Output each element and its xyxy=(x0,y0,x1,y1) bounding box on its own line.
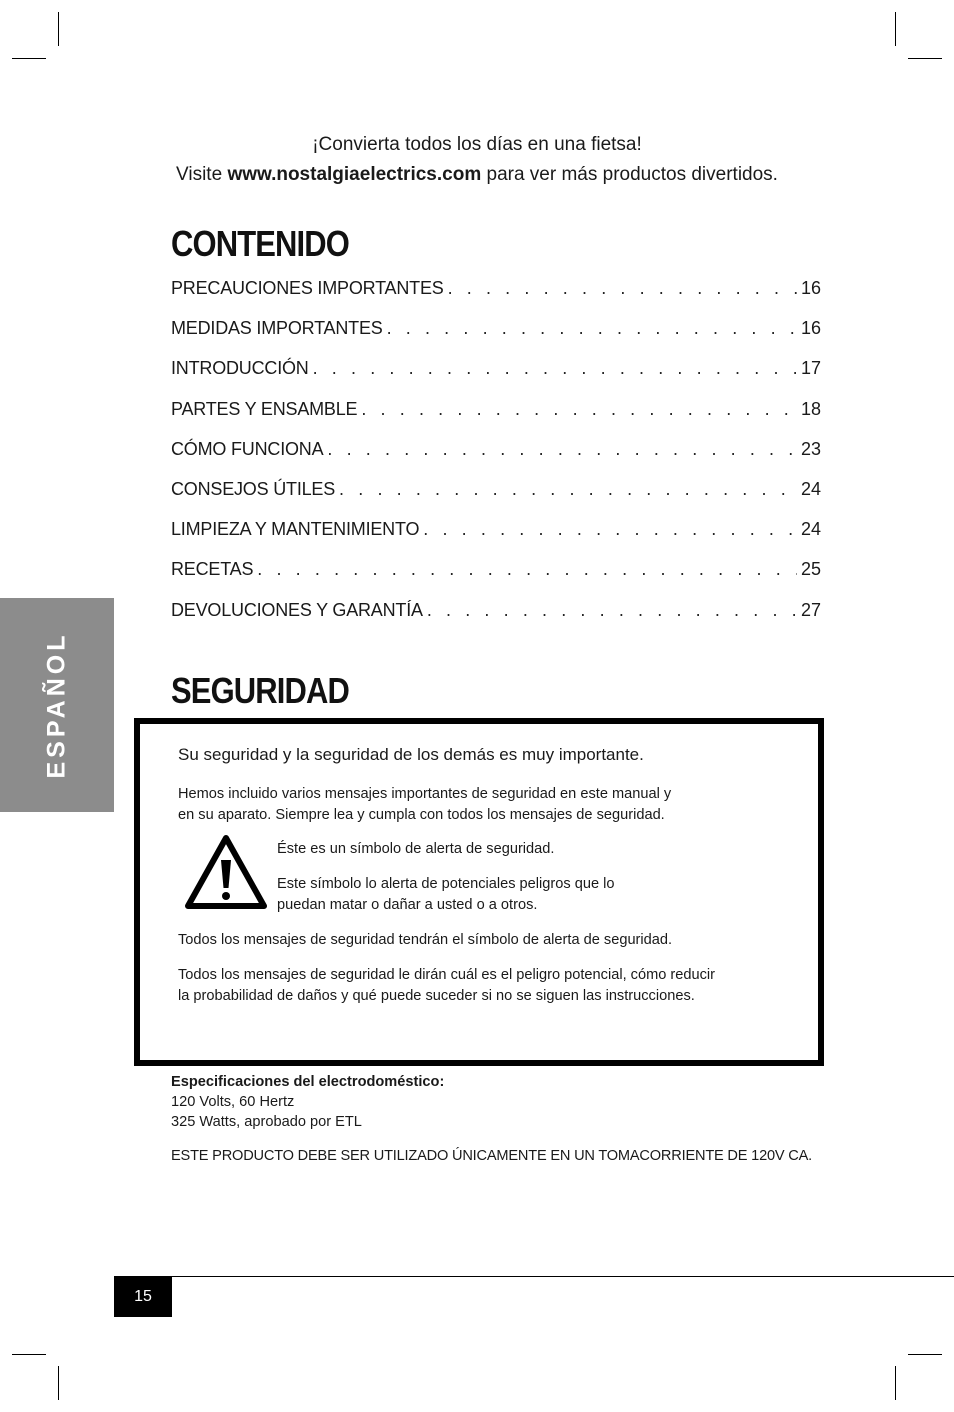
dot-leader xyxy=(313,358,797,379)
toc-entry[interactable]: RECETAS . . . 25 xyxy=(171,559,821,599)
language-tab-label: ESPAÑOL xyxy=(42,631,71,779)
toc-entry[interactable]: CONSEJOS ÚTILES . . . 24 xyxy=(171,479,821,519)
crop-mark xyxy=(895,1366,896,1400)
safety-box xyxy=(134,718,824,1066)
website-link[interactable]: www.nostalgiaelectrics.com xyxy=(227,164,482,185)
toc-entry[interactable]: PRECAUCIONES IMPORTANTES . . . 16 xyxy=(171,278,821,318)
table-of-contents xyxy=(171,278,821,640)
safety-paragraph: Todos los mensajes de seguridad tendrán el símbolo de alerta de seguridad. xyxy=(178,932,673,948)
dot-leader xyxy=(327,439,797,460)
toc-entry[interactable]: CÓMO FUNCIONA . . . 23 xyxy=(171,439,821,479)
toc-entry[interactable]: DEVOLUCIONES Y GARANTÍA . . . 27 xyxy=(171,600,821,640)
dot-leader xyxy=(257,559,797,580)
dot-leader xyxy=(361,399,797,420)
dot-leader xyxy=(387,318,797,339)
dot-leader xyxy=(423,519,797,540)
toc-entry[interactable]: LIMPIEZA Y MANTENIMIENTO . . . 24 xyxy=(171,519,821,559)
toc-entry[interactable]: MEDIDAS IMPORTANTES . . . 16 xyxy=(171,318,821,358)
crop-mark xyxy=(12,1354,46,1355)
specs-wattage: 325 Watts, aprobado por ETL xyxy=(171,1114,362,1130)
intro-block xyxy=(0,130,954,190)
symbol-caption: Éste es un símbolo de alerta de seguridad. xyxy=(277,841,555,857)
warning-triangle-icon xyxy=(184,834,268,910)
appliance-specs xyxy=(171,1072,444,1132)
dot-leader xyxy=(448,278,797,299)
contents-title: CONTENIDO xyxy=(171,223,350,264)
crop-mark xyxy=(908,1354,942,1355)
intro-visit-line: Visite www.nostalgiaelectrics.com para ver más productos divertidos. xyxy=(176,164,778,185)
safety-paragraph: Hemos incluido varios mensajes importantes de seguridad en este manual y en su aparato. Siempre lea y cumpla con todos los mensajes de seguridad. xyxy=(178,786,672,823)
footer-rule xyxy=(114,1276,954,1277)
intro-tagline: ¡Convierta todos los días en una fietsa! xyxy=(312,134,642,155)
crop-mark xyxy=(12,58,46,59)
specs-heading: Especificaciones del electrodoméstico: xyxy=(171,1074,445,1090)
language-side-tab xyxy=(0,598,114,812)
specs-voltage: 120 Volts, 60 Hertz xyxy=(171,1094,295,1110)
outlet-notice: ESTE PRODUCTO DEBE SER UTILIZADO ÚNICAMENTE EN UN TOMACORRIENTE DE 120V CA. xyxy=(171,1148,813,1164)
crop-mark xyxy=(895,12,896,46)
safety-title: SEGURIDAD xyxy=(171,670,350,711)
safety-lead: Su seguridad y la seguridad de los demás es muy importante. xyxy=(178,745,644,764)
crop-mark xyxy=(58,12,59,46)
crop-mark xyxy=(58,1366,59,1400)
toc-entry[interactable]: PARTES Y ENSAMBLE . . . 18 xyxy=(171,399,821,439)
toc-entry[interactable]: INTRODUCCIÓN . . . 17 xyxy=(171,358,821,398)
dot-leader xyxy=(339,479,797,500)
symbol-description: Este símbolo lo alerta de potenciales peligros que lo puedan matar o dañar a usted o a otros. xyxy=(277,876,615,913)
dot-leader xyxy=(427,600,797,621)
page-number: 15 xyxy=(114,1277,172,1317)
safety-paragraph: Todos los mensajes de seguridad le dirán cuál es el peligro potencial, cómo reducir la probabilidad de daños y qué puede suceder si no se siguen las instrucciones. xyxy=(178,967,716,1004)
crop-mark xyxy=(908,58,942,59)
